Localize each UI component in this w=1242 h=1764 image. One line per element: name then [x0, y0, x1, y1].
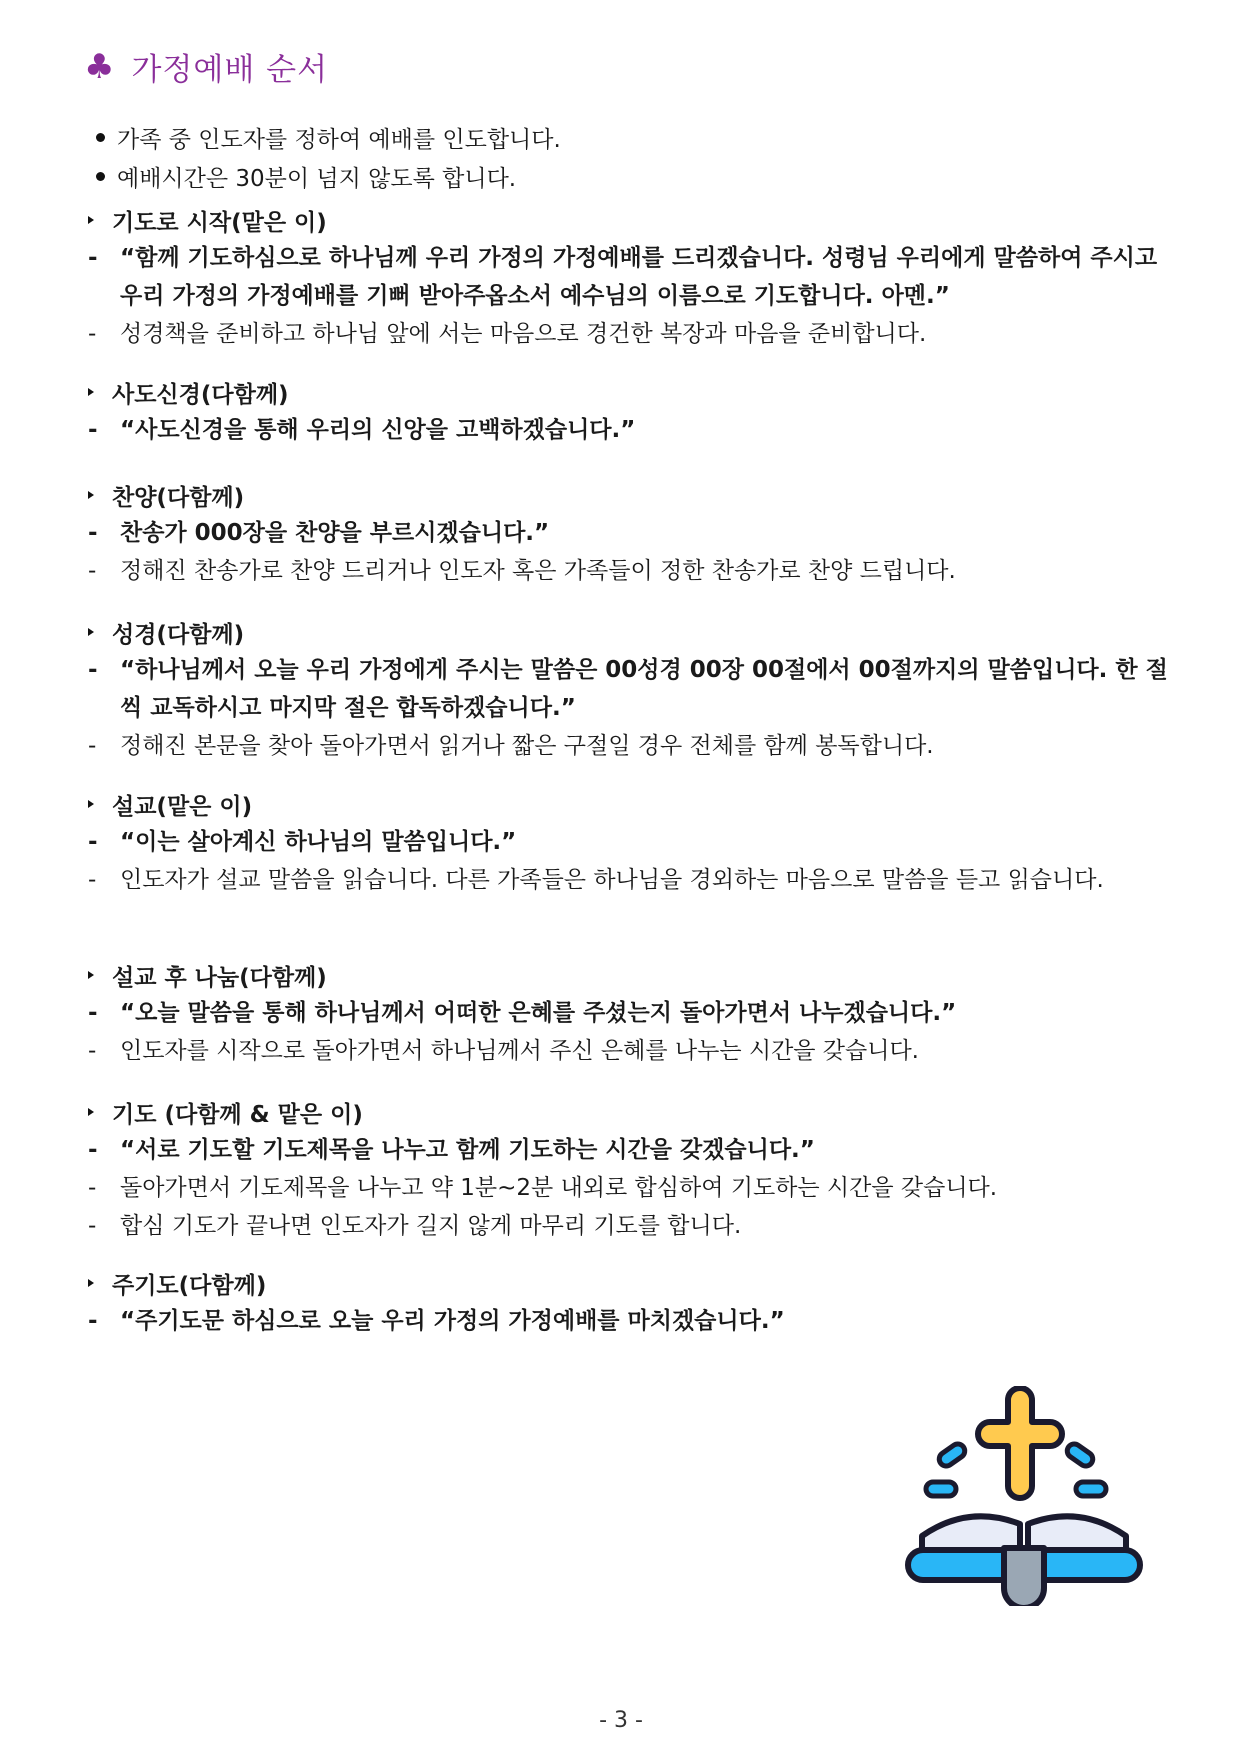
intro-item: 예배시간은 30분이 넘지 않도록 합니다. — [96, 157, 561, 196]
triangle-bullet-icon — [88, 628, 94, 636]
instruction-line: - 성경책을 준비하고 하나님 앞에 서는 마음으로 경건한 복장과 마음을 준비합니다. — [88, 321, 927, 347]
bible-cross-icon — [898, 1386, 1150, 1606]
instruction-line: - 돌아가면서 기도제목을 나누고 약 1분~2분 내외로 합심하여 기도하는 시간을 갖습니다. — [88, 1175, 998, 1201]
spark-shape — [937, 1441, 968, 1469]
section-title: 찬양(다함께) — [88, 476, 1178, 514]
section-title: 설교(맡은 이) — [88, 785, 1178, 823]
instruction-line: - 인도자를 시작으로 돌아가면서 하나님께서 주신 은혜를 나누는 시간을 갖습니다. — [88, 1038, 919, 1064]
section-title: 주기도(다함께) — [88, 1264, 1178, 1302]
page-title-text: 가정예배 순서 — [131, 52, 329, 88]
section-sermon — [88, 785, 1178, 899]
script-line: - “오늘 말씀을 통해 하나님께서 어떠한 은혜를 주셨는지 돌아가면서 나누겠습니다.” — [88, 1000, 957, 1026]
section-title: 설교 후 나눔(다함께) — [88, 956, 1178, 994]
spark-shape — [1065, 1441, 1096, 1469]
section-title: 기도 (다함께 & 맡은 이) — [88, 1093, 1178, 1131]
club-icon: ♣ — [84, 46, 116, 87]
section-scripture — [88, 613, 1178, 765]
intro-list — [96, 118, 561, 196]
bullet-icon — [96, 133, 105, 142]
instruction-line: - 정해진 본문을 찾아 돌아가면서 읽거나 짧은 구절일 경우 전체를 함께 봉독합니다. — [88, 733, 934, 759]
triangle-bullet-icon — [88, 388, 94, 396]
intro-item: 가족 중 인도자를 정하여 예배를 인도합니다. — [96, 118, 561, 157]
section-praise — [88, 476, 1178, 590]
section-title: 성경(다함께) — [88, 613, 1178, 651]
bible-cross-illustration — [898, 1386, 1150, 1606]
instruction-line: - 인도자가 설교 말씀을 읽습니다. 다른 가족들은 하나님을 경외하는 마음으로 말씀을 듣고 읽습니다. — [88, 867, 1104, 893]
script-line: - “서로 기도할 기도제목을 나누고 함께 기도하는 시간을 갖겠습니다.” — [88, 1137, 815, 1163]
instruction-line: - 정해진 찬송가로 찬양 드리거나 인도자 혹은 가족들이 정한 찬송가로 찬양 드립니다. — [88, 558, 956, 584]
section-prayer — [88, 1093, 1178, 1245]
script-line: - “이는 살아계신 하나님의 말씀입니다.” — [88, 829, 517, 855]
bookmark-ribbon — [1004, 1548, 1044, 1606]
script-line: - “함께 기도하심으로 하나님께 우리 가정의 가정예배를 드리겠습니다. 성령님 우리에게 말씀하여 주시고 우리 가정의 가정예배를 기뻐 받아주옵소서 예수님의 이름으로 기도합니다. 아멘.” — [88, 245, 1158, 309]
page-title — [84, 44, 328, 89]
section-title: 사도신경(다함께) — [88, 373, 1178, 411]
triangle-bullet-icon — [88, 491, 94, 499]
triangle-bullet-icon — [88, 971, 94, 979]
section-title: 기도로 시작(맡은 이) — [88, 201, 1178, 239]
script-line: - “사도신경을 통해 우리의 신앙을 고백하겠습니다.” — [88, 417, 636, 443]
page-number: - 3 - — [599, 1708, 643, 1733]
script-line: - “주기도문 하심으로 오늘 우리 가정의 가정예배를 마치겠습니다.” — [88, 1308, 785, 1334]
bullet-icon — [96, 172, 105, 181]
section-apostles-creed — [88, 373, 1178, 449]
spark-shape — [1076, 1482, 1106, 1496]
cross-shape — [978, 1388, 1062, 1498]
section-opening-prayer — [88, 201, 1178, 353]
triangle-bullet-icon — [88, 1279, 94, 1287]
script-line: - 찬송가 000장을 찬양을 부르시겠습니다.” — [88, 520, 550, 546]
section-lords-prayer — [88, 1264, 1178, 1340]
spark-shape — [926, 1482, 956, 1496]
instruction-line: - 합심 기도가 끝나면 인도자가 길지 않게 마무리 기도를 합니다. — [88, 1213, 742, 1239]
triangle-bullet-icon — [88, 1108, 94, 1116]
triangle-bullet-icon — [88, 216, 94, 224]
section-sharing — [88, 956, 1178, 1070]
triangle-bullet-icon — [88, 800, 94, 808]
script-line: - “하나님께서 오늘 우리 가정에게 주시는 말씀은 00성경 00장 00절에서 00절까지의 말씀입니다. 한 절씩 교독하시고 마지막 절은 합독하겠습니다.” — [88, 657, 1168, 721]
